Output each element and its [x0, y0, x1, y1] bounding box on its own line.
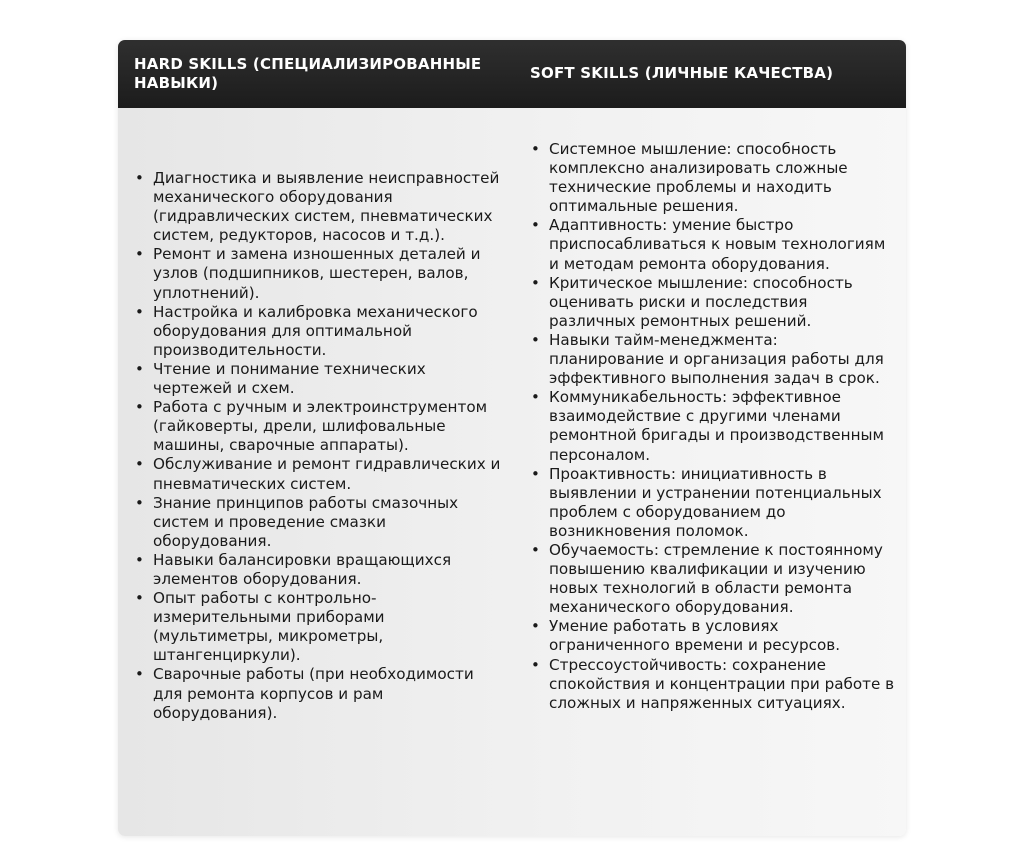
list-item: • Сварочные работы (при необходимости для ремонта корпусов и рам оборудования). [134, 665, 506, 722]
list-item: • Умение работать в условиях ограниченного времени и ресурсов. [530, 617, 896, 655]
list-item: • Стрессоустойчивость: сохранение спокойствия и концентрации при работе в сложных и напряженных ситуациях. [530, 656, 896, 713]
list-item: • Навыки тайм-менеджмента: планирование и организация работы для эффективного выполнения задач в срок. [530, 331, 896, 388]
list-item: • Обучаемость: стремление к постоянному повышению квалификации и изучению новых технологий в области ремонта механического оборудования. [530, 541, 896, 617]
list-item: • Критическое мышление: способность оценивать риски и последствия различных ремонтных решений. [530, 274, 896, 331]
soft-skills-header: SOFT SKILLS (ЛИЧНЫЕ КАЧЕСТВА) [530, 64, 834, 82]
list-item: • Знание принципов работы смазочных систем и проведение смазки оборудования. [134, 494, 506, 551]
hard-skills-list [134, 169, 506, 723]
list-item: • Чтение и понимание технических чертежей и схем. [134, 360, 506, 398]
list-item: • Работа с ручным и электроинструментом (гайковерты, дрели, шлифовальные машины, сварочные аппараты). [134, 398, 506, 455]
list-item: • Ремонт и замена изношенных деталей и узлов (подшипников, шестерен, валов, уплотнений). [134, 245, 506, 302]
list-item: • Адаптивность: умение быстро приспосабливаться к новым технологиям и методам ремонта оборудования. [530, 216, 896, 273]
list-item: • Коммуникабельность: эффективное взаимодействие с другими членами ремонтной бригады и производственным персоналом. [530, 388, 896, 464]
list-item: • Системное мышление: способность комплексно анализировать сложные технические проблемы и находить оптимальные решения. [530, 140, 896, 216]
list-item: • Проактивность: инициативность в выявлении и устранении потенциальных проблем с оборудованием до возникновения поломок. [530, 465, 896, 541]
list-item: • Диагностика и выявление неисправностей механического оборудования (гидравлических систем, пневматических систем, редукторов, насосов и т.д.). [134, 169, 506, 245]
list-item: • Обслуживание и ремонт гидравлических и пневматических систем. [134, 455, 506, 493]
list-item: • Навыки балансировки вращающихся элементов оборудования. [134, 551, 506, 589]
table-header [118, 40, 906, 108]
list-item: • Опыт работы с контрольно-измерительными приборами (мультиметры, микрометры, штангенциркули). [134, 589, 506, 665]
soft-skills-list [530, 140, 896, 713]
list-item: • Настройка и калибровка механического оборудования для оптимальной производительности. [134, 303, 506, 360]
skills-table [118, 40, 906, 836]
hard-skills-header: HARD SKILLS (СПЕЦИАЛИЗИРОВАННЫЕ НАВЫКИ) [134, 55, 482, 92]
